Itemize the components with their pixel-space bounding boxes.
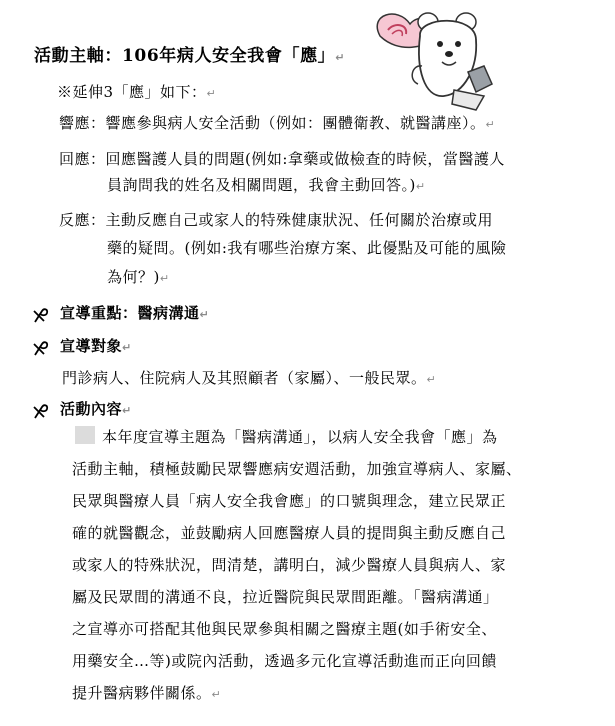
- paragraph-line-9: 提升醫病夥伴關係。↵: [72, 684, 222, 702]
- item-xiangying: 響應：響應參與病人安全活動（例如：團體衛教、就醫講座）。↵: [59, 114, 496, 132]
- section-heading-audience: 宣導對象↵: [60, 337, 132, 355]
- section-heading-content: 活動內容↵: [60, 400, 132, 418]
- loop-bullet-icon: [32, 403, 50, 419]
- item-fanying-line2: 藥的疑問。(例如:我有哪些治療方案、此優點及可能的風險: [107, 239, 507, 257]
- paragraph-line-3: 民眾與醫療人員「病人安全我會應」的口號與理念，建立民眾正: [72, 492, 507, 510]
- indent-highlight: [75, 426, 95, 444]
- paragraph-line-2: 活動主軸，積極鼓勵民眾響應病安週活動，加強宣導病人、家屬、: [72, 460, 522, 478]
- paragraph-line-5: 或家人的特殊狀況，問清楚，講明白，減少醫療人員與病人、家: [72, 556, 507, 574]
- paragraph-line-8: 用藥安全…等)或院內活動，透過多元化宣導活動進而正向回饋: [72, 652, 497, 670]
- loop-bullet-icon: [32, 307, 50, 323]
- page-title: 活動主軸：106年病人安全我會「應」↵: [34, 46, 346, 66]
- paragraph-line-6: 屬及民眾間的溝通不良，拉近醫院與民眾間距離。「醫病溝通」: [72, 588, 499, 606]
- loop-bullet-icon: [32, 340, 50, 356]
- audience-text: 門診病人、住院病人及其照顧者（家屬）、一般民眾。↵: [62, 369, 437, 387]
- paragraph-line-4: 確的就醫觀念，並鼓勵病人回應醫療人員的提問與主動反應自己: [72, 524, 507, 542]
- section-heading-focus: 宣導重點：醫病溝通↵: [60, 304, 210, 322]
- item-huiying-line2: 員詢問我的姓名及相關問題，我會主動回答。)↵: [107, 176, 426, 194]
- pink-bear-mascot-icon: [358, 6, 508, 116]
- item-huiying-line1: 回應：回應醫護人員的問題(例如:拿藥或做檢查的時候，當醫護人: [59, 150, 505, 168]
- item-fanying-line1: 反應：主動反應自己或家人的特殊健康狀況、任何關於治療或用: [59, 211, 494, 229]
- paragraph-line-1: 本年度宣導主題為「醫病溝通」，以病人安全我會「應」為: [102, 428, 498, 446]
- item-fanying-line3: 為何？)↵: [107, 268, 170, 286]
- paragraph-line-7: 之宣導亦可搭配其他與民眾參與相關之醫療主題(如手術安全、: [72, 620, 497, 638]
- intro-text: ※延伸3「應」如下：↵: [57, 83, 217, 101]
